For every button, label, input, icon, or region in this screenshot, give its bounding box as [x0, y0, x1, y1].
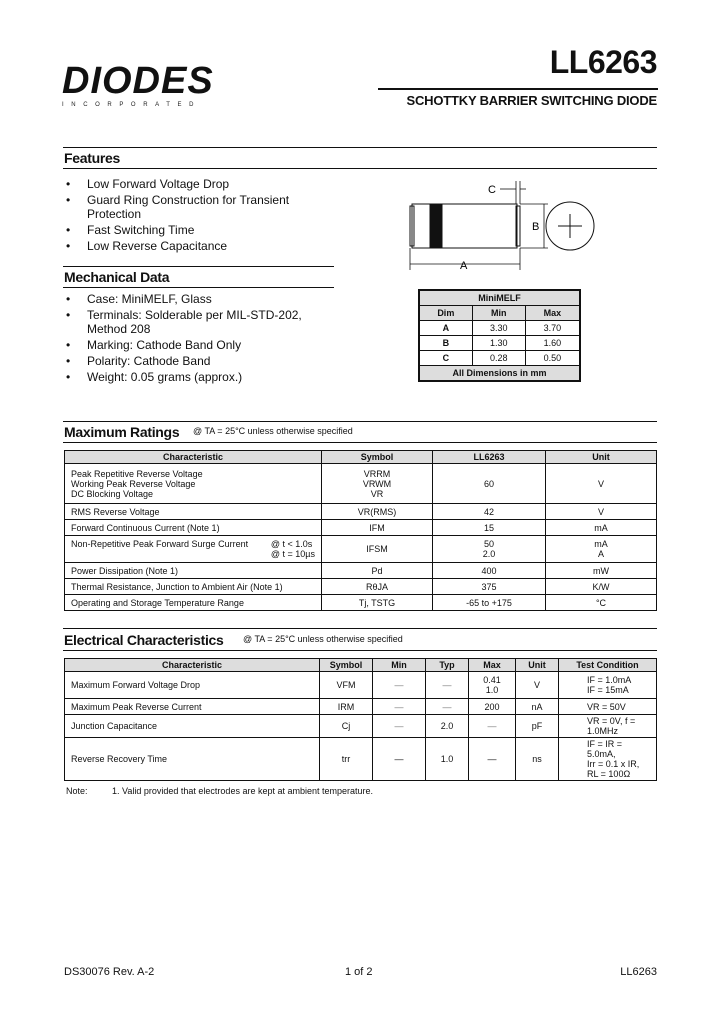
table-cell: nA [516, 699, 559, 715]
table-cell: Tj, TSTG [322, 595, 433, 611]
ratings-condition: @ TA = 25°C unless otherwise specified [193, 426, 353, 436]
table-cell: V [546, 464, 657, 504]
table-cell: — [426, 699, 469, 715]
table-cell: 3.70 [525, 321, 580, 336]
col-header: Min [373, 659, 426, 672]
table-cell: RMS Reverse Voltage [65, 504, 322, 520]
table-cell: — [373, 672, 426, 699]
table-cell: 42 [433, 504, 546, 520]
table-cell: Thermal Resistance, Junction to Ambient Air (Note 1) [65, 579, 322, 595]
table-cell: mA A [546, 536, 657, 563]
table-cell: pF [516, 715, 559, 738]
table-cell: — [426, 672, 469, 699]
dim-table-footer: All Dimensions in mm [419, 366, 580, 382]
table-row [65, 464, 657, 504]
table-cell: IF = 1.0mA IF = 15mA [559, 672, 657, 699]
mechanical-list [66, 292, 326, 386]
table-cell: 200 [469, 699, 516, 715]
table-row [65, 536, 657, 563]
list-item: • Fast Switching Time [66, 223, 326, 237]
list-item: • Guard Ring Construction for Transient Protection [66, 193, 326, 221]
company-logo [62, 62, 227, 108]
package-body [410, 204, 520, 248]
table-cell: Peak Repetitive Reverse Voltage Working Peak Reverse Voltage DC Blocking Voltage [65, 464, 322, 504]
table-cell: IF = IR = 5.0mA, Irr = 0.1 x IR, RL = 100Ω [559, 738, 657, 781]
table-row [65, 672, 657, 699]
table-cell: Power Dissipation (Note 1) [65, 563, 322, 579]
table-cell: Reverse Recovery Time [65, 738, 320, 781]
surge-current-label: Non-Repetitive Peak Forward Surge Current [71, 539, 249, 549]
table-cell: C [419, 351, 472, 366]
table-cell: 0.41 1.0 [469, 672, 516, 699]
table-cell: VR = 0V, f = 1.0MHz [559, 715, 657, 738]
table-cell: Operating and Storage Temperature Range [65, 595, 322, 611]
table-row [419, 351, 580, 366]
mechanical-heading: Mechanical Data [64, 269, 170, 285]
dim-table-title: MiniMELF [419, 290, 580, 306]
table-cell: 0.50 [525, 351, 580, 366]
table-cell: 375 [433, 579, 546, 595]
table-cell: — [469, 738, 516, 781]
table-cell: 60 [433, 464, 546, 504]
dim-col-header: Dim [419, 306, 472, 321]
table-cell: 1.0 [426, 738, 469, 781]
note-text: 1. Valid provided that electrodes are kept at ambient temperature. [112, 786, 374, 796]
table-cell: RθJA [322, 579, 433, 595]
table-cell: °C [546, 595, 657, 611]
list-item: • Polarity: Cathode Band [66, 354, 326, 368]
table-cell: VRRM VRWM VR [322, 464, 433, 504]
table-row [65, 595, 657, 611]
table-cell: Maximum Peak Reverse Current [65, 699, 320, 715]
list-item: • Case: MiniMELF, Glass [66, 292, 326, 306]
list-item: • Low Reverse Capacitance [66, 239, 326, 253]
table-cell: V [546, 504, 657, 520]
list-item: • Marking: Cathode Band Only [66, 338, 326, 352]
ratings-heading: Maximum Ratings [64, 424, 180, 440]
table-cell: — [373, 738, 426, 781]
features-heading: Features [64, 150, 120, 166]
header-divider [378, 88, 658, 90]
table-cell: A [419, 321, 472, 336]
col-header: Symbol [322, 451, 433, 464]
dim-label-c: C [488, 184, 496, 196]
footer-page-number: 1 of 2 [345, 966, 373, 978]
table-cell: ns [516, 738, 559, 781]
table-cell: trr [320, 738, 373, 781]
table-cell: — [373, 715, 426, 738]
table-cell: Cj [320, 715, 373, 738]
features-bottom-rule [63, 168, 657, 169]
table-cell: VFM [320, 672, 373, 699]
table-cell: Forward Continuous Current (Note 1) [65, 520, 322, 536]
table-cell: -65 to +175 [433, 595, 546, 611]
electrical-top-rule [63, 628, 657, 629]
table-cell: Junction Capacitance [65, 715, 320, 738]
list-item: • Terminals: Solderable per MIL-STD-202, Method 208 [66, 308, 326, 336]
table-row [65, 699, 657, 715]
table-cell: Pd [322, 563, 433, 579]
table-cell: V [516, 672, 559, 699]
col-header: Symbol [320, 659, 373, 672]
table-cell: — [469, 715, 516, 738]
table-cell: 0.28 [472, 351, 525, 366]
mechanical-bottom-rule [63, 287, 334, 288]
dim-col-header: Min [472, 306, 525, 321]
minimelf-package-drawing [400, 176, 610, 276]
col-header: Characteristic [65, 451, 322, 464]
table-cell: mA [546, 520, 657, 536]
table-row [65, 504, 657, 520]
list-item: • Weight: 0.05 grams (approx.) [66, 370, 326, 384]
max-ratings-table [64, 450, 657, 611]
dim-label-b: B [532, 221, 540, 233]
dim-label-a: A [460, 260, 468, 272]
table-cell: K/W [546, 579, 657, 595]
electrical-bottom-rule [63, 650, 657, 651]
surge-current-condition: @ t < 1.0s @ t = 10µs [270, 539, 315, 559]
table-cell: IRM [320, 699, 373, 715]
logo-text: DIODES [62, 60, 214, 102]
ratings-bottom-rule [63, 442, 657, 443]
footer-part-number: LL6263 [620, 966, 657, 978]
col-header: Unit [516, 659, 559, 672]
list-item: • Low Forward Voltage Drop [66, 177, 326, 191]
note-block [66, 786, 373, 796]
table-cell: 50 2.0 [433, 536, 546, 563]
dimension-table [418, 289, 581, 382]
table-cell: VR = 50V [559, 699, 657, 715]
col-header: LL6263 [433, 451, 546, 464]
mechanical-top-rule [63, 266, 334, 267]
electrical-heading: Electrical Characteristics [64, 632, 224, 648]
col-header: Max [469, 659, 516, 672]
table-cell: IFM [322, 520, 433, 536]
table-row [65, 579, 657, 595]
table-cell: 15 [433, 520, 546, 536]
features-top-rule [63, 147, 657, 148]
document-subtitle: SCHOTTKY BARRIER SWITCHING DIODE [406, 93, 657, 108]
footer-doc-id: DS30076 Rev. A-2 [64, 966, 155, 978]
table-cell: VR(RMS) [322, 504, 433, 520]
table-cell: 400 [433, 563, 546, 579]
note-label: Note: [66, 786, 88, 796]
logo-subtext: INCORPORATED [62, 102, 202, 108]
features-list [66, 177, 326, 255]
table-cell: — [373, 699, 426, 715]
table-cell: 3.30 [472, 321, 525, 336]
table-cell: 2.0 [426, 715, 469, 738]
electrical-table [64, 658, 657, 781]
table-cell: 1.60 [525, 336, 580, 351]
table-cell: mW [546, 563, 657, 579]
table-row [419, 336, 580, 351]
electrical-condition: @ TA = 25°C unless otherwise specified [243, 634, 403, 644]
table-row [65, 738, 657, 781]
table-row [419, 321, 580, 336]
table-row [65, 715, 657, 738]
table-cell: IFSM [322, 536, 433, 563]
col-header: Characteristic [65, 659, 320, 672]
col-header: Typ [426, 659, 469, 672]
table-row [65, 520, 657, 536]
table-cell: 1.30 [472, 336, 525, 351]
table-cell: Maximum Forward Voltage Drop [65, 672, 320, 699]
dim-col-header: Max [525, 306, 580, 321]
col-header: Unit [546, 451, 657, 464]
table-row [65, 563, 657, 579]
part-number-title: LL6263 [549, 44, 657, 80]
col-header: Test Condition [559, 659, 657, 672]
table-cell [65, 536, 322, 563]
ratings-top-rule [63, 421, 657, 422]
table-cell: B [419, 336, 472, 351]
